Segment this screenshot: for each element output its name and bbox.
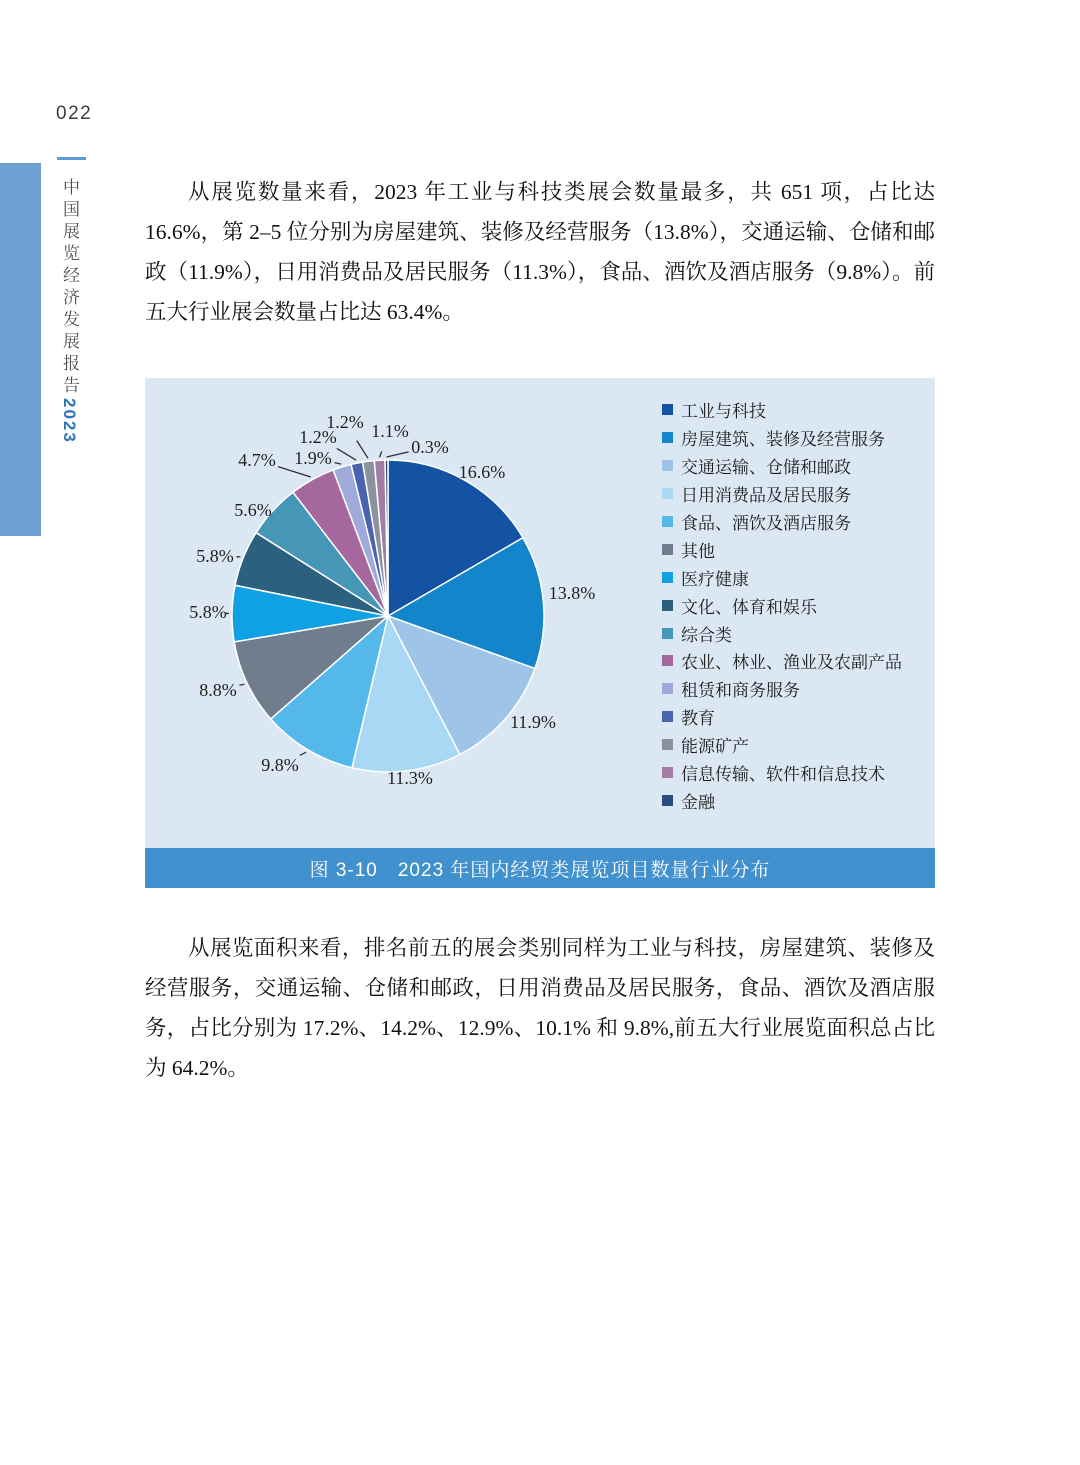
pie-label-9: 4.7% (238, 450, 276, 470)
legend-item-8 (662, 619, 902, 647)
pie-leader-line-14 (387, 452, 409, 457)
legend-label-8: 综合类 (681, 625, 732, 645)
legend-item-9 (662, 647, 902, 675)
pie-label-0: 16.6% (458, 462, 506, 482)
legend-swatch-14 (662, 795, 673, 806)
pie-leader-line-5 (240, 684, 245, 685)
legend-label-4: 食品、酒饮及酒店服务 (681, 514, 851, 533)
legend-item-4 (662, 508, 902, 536)
legend-swatch-9 (662, 655, 673, 666)
legend-swatch-2 (662, 460, 673, 471)
legend-swatch-0 (662, 404, 673, 415)
legend-swatch-12 (662, 739, 673, 750)
pie-label-4: 9.8% (261, 755, 299, 775)
legend-swatch-10 (662, 683, 673, 694)
legend-label-12: 能源矿产 (681, 737, 749, 757)
legend-label-11: 教育 (681, 709, 715, 729)
legend-swatch-3 (662, 488, 673, 499)
pie-label-3: 11.3% (387, 768, 433, 788)
legend-label-7: 文化、体育和娱乐 (681, 597, 817, 617)
pie-label-14: 0.3% (411, 437, 449, 457)
pie-label-13: 1.1% (371, 421, 409, 441)
legend-label-2: 交通运输、仓储和邮政 (681, 458, 851, 478)
legend-item-1 (662, 424, 902, 452)
pie-leader-line-9 (278, 467, 311, 477)
pie-label-2: 11.9% (510, 712, 556, 732)
legend-label-6: 医疗健康 (681, 569, 749, 589)
spine-year: 2023 (60, 398, 79, 444)
legend-swatch-1 (662, 432, 673, 443)
paragraph-exhibition-area: 从展览面积来看，排名前五的展会类别同样为工业与科技，房屋建筑、装修及经营服务，交通运输、仓储和邮政，日用消费品及居民服务，食品、酒饮及酒店服务，占比分别为 17.2%、14.2%、12.9%、10.1% 和 9.8%,前五大行业展览面积总占比为 64.2%。 (145, 936, 935, 1080)
page-number: 022 (56, 103, 93, 124)
spine-title (57, 178, 82, 444)
pie-leader-line-13 (380, 451, 382, 457)
legend-label-13: 信息传输、软件和信息技术 (681, 765, 885, 785)
legend-swatch-8 (662, 628, 673, 639)
legend-label-0: 工业与科技 (681, 402, 766, 422)
legend-label-1: 房屋建筑、装修及经营服务 (681, 430, 885, 450)
legend-label-14: 金融 (681, 792, 715, 812)
legend-item-6 (662, 563, 902, 591)
pie-label-11: 1.2% (299, 427, 337, 447)
legend-item-14 (662, 786, 902, 814)
legend-item-7 (662, 591, 902, 619)
pie-leader-line-4 (300, 752, 306, 755)
legend-item-2 (662, 452, 902, 480)
chart-legend (662, 396, 902, 814)
pie-label-1: 13.8% (548, 583, 596, 603)
legend-label-10: 租赁和商务服务 (681, 681, 800, 701)
pie-leader-line-12 (357, 441, 368, 459)
legend-item-11 (662, 703, 902, 731)
pie-label-12: 1.2% (326, 412, 364, 432)
legend-swatch-13 (662, 767, 673, 778)
pie-label-8: 5.6% (234, 500, 272, 520)
legend-label-3: 日用消费品及居民服务 (681, 486, 851, 506)
legend-item-0 (662, 396, 902, 424)
legend-label-9: 农业、林业、渔业及农副产品 (681, 653, 902, 673)
pie-label-7: 5.8% (196, 546, 234, 566)
legend-item-3 (662, 480, 902, 508)
pie-label-10: 1.9% (294, 448, 332, 468)
legend-swatch-6 (662, 572, 673, 583)
paragraph-exhibition-count: 从展览数量来看，2023 年工业与科技类展会数量最多，共 651 项，占比达 16.6%，第 2–5 位分别为房屋建筑、装修及经营服务（13.8%），交通运输、仓储和邮政（11.9%），日用消费品及居民服务（11.3%），食品、酒饮及酒店服务（9.8%）。前五大行业展会数量占比达 63.4%。 (145, 180, 935, 324)
pie-leader-line-10 (335, 463, 342, 465)
chart-panel (145, 378, 935, 848)
pie-leader-line-11 (337, 448, 356, 460)
legend-swatch-5 (662, 544, 673, 555)
pie-label-6: 5.8% (189, 602, 227, 622)
legend-label-5: 其他 (681, 541, 715, 561)
figure-caption: 图 3-10 2023 年国内经贸类展览项目数量行业分布 (145, 848, 935, 888)
legend-item-13 (662, 759, 902, 787)
legend-swatch-7 (662, 600, 673, 611)
legend-item-5 (662, 535, 902, 563)
spine-title-text: 中国展览经济发展报告 (60, 178, 79, 398)
pie-label-5: 8.8% (199, 680, 237, 700)
legend-item-10 (662, 675, 902, 703)
legend-item-12 (662, 731, 902, 759)
legend-swatch-11 (662, 711, 673, 722)
spine-accent-bar (0, 163, 41, 536)
legend-swatch-4 (662, 516, 673, 527)
page-number-rule (57, 157, 86, 160)
